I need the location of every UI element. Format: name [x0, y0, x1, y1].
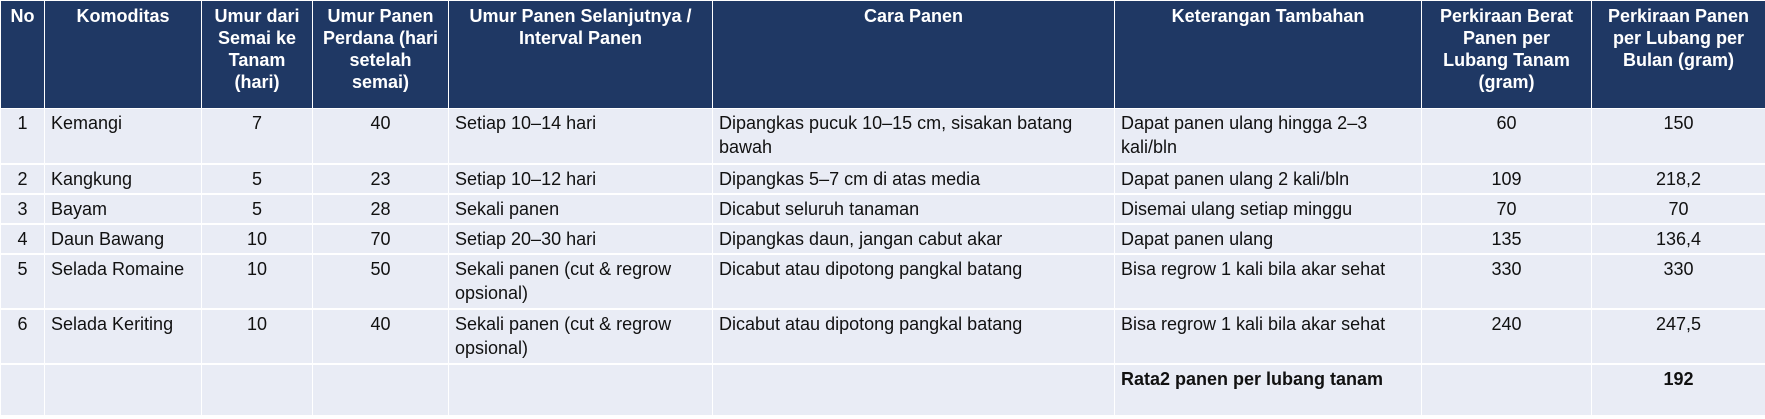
summary-cell-empty — [449, 364, 713, 416]
cell-keterangan: Disemai ulang setiap minggu — [1115, 194, 1422, 224]
cell-berat-panen: 60 — [1422, 109, 1592, 164]
cell-panen-perdana: 40 — [313, 309, 449, 364]
table-header-row — [1, 1, 1765, 109]
summary-cell-empty — [45, 364, 202, 416]
column-header-panen-perdana: Umur Panen Perdana (hari setelah semai) — [313, 1, 449, 109]
cell-panen-per-bulan: 136,4 — [1592, 224, 1765, 254]
cell-umur-semai: 10 — [202, 254, 313, 309]
cell-panen-per-bulan: 150 — [1592, 109, 1765, 164]
cell-berat-panen: 240 — [1422, 309, 1592, 364]
column-header-umur-semai: Umur dari Semai ke Tanam (hari) — [202, 1, 313, 109]
summary-cell-empty — [1, 364, 45, 416]
cell-interval: Setiap 10–14 hari — [449, 109, 713, 164]
column-header-keterangan: Keterangan Tambahan — [1115, 1, 1422, 109]
cell-interval: Setiap 20–30 hari — [449, 224, 713, 254]
cell-umur-semai: 7 — [202, 109, 313, 164]
cell-keterangan: Bisa regrow 1 kali bila akar sehat — [1115, 309, 1422, 364]
table-row — [1, 164, 1765, 194]
cell-berat-panen: 135 — [1422, 224, 1592, 254]
cell-cara-panen: Dipangkas daun, jangan cabut akar — [713, 224, 1115, 254]
cell-interval: Setiap 10–12 hari — [449, 164, 713, 194]
cell-komoditas: Selada Keriting — [45, 309, 202, 364]
cell-no: 1 — [1, 109, 45, 164]
cell-cara-panen: Dicabut atau dipotong pangkal batang — [713, 254, 1115, 309]
cell-panen-per-bulan: 330 — [1592, 254, 1765, 309]
cell-umur-semai: 5 — [202, 164, 313, 194]
cell-keterangan: Bisa regrow 1 kali bila akar sehat — [1115, 254, 1422, 309]
cell-panen-perdana: 28 — [313, 194, 449, 224]
cell-panen-per-bulan: 247,5 — [1592, 309, 1765, 364]
cell-cara-panen: Dicabut seluruh tanaman — [713, 194, 1115, 224]
cell-panen-perdana: 40 — [313, 109, 449, 164]
cell-panen-per-bulan: 70 — [1592, 194, 1765, 224]
cell-berat-panen: 109 — [1422, 164, 1592, 194]
summary-row — [1, 364, 1765, 416]
table-row — [1, 309, 1765, 364]
summary-value: 192 — [1592, 364, 1765, 416]
table-row — [1, 254, 1765, 309]
cell-berat-panen: 330 — [1422, 254, 1592, 309]
column-header-berat-panen: Perkiraan Berat Panen per Lubang Tanam (gram) — [1422, 1, 1592, 109]
summary-cell-empty — [202, 364, 313, 416]
cell-komoditas: Bayam — [45, 194, 202, 224]
cell-umur-semai: 10 — [202, 224, 313, 254]
cell-interval: Sekali panen — [449, 194, 713, 224]
cell-no: 3 — [1, 194, 45, 224]
cell-komoditas: Selada Romaine — [45, 254, 202, 309]
column-header-cara-panen: Cara Panen — [713, 1, 1115, 109]
cell-komoditas: Kemangi — [45, 109, 202, 164]
cell-panen-perdana: 50 — [313, 254, 449, 309]
cell-keterangan: Dapat panen ulang 2 kali/bln — [1115, 164, 1422, 194]
column-header-komoditas: Komoditas — [45, 1, 202, 109]
summary-cell-empty — [313, 364, 449, 416]
column-header-interval: Umur Panen Selanjutnya / Interval Panen — [449, 1, 713, 109]
column-header-panen-per-bulan: Perkiraan Panen per Lubang per Bulan (gram) — [1592, 1, 1765, 109]
cell-no: 4 — [1, 224, 45, 254]
cell-no: 5 — [1, 254, 45, 309]
summary-label: Rata2 panen per lubang tanam — [1115, 364, 1422, 416]
cell-keterangan: Dapat panen ulang hingga 2–3 kali/bln — [1115, 109, 1422, 164]
table-row — [1, 109, 1765, 164]
table-row — [1, 224, 1765, 254]
cell-interval: Sekali panen (cut & regrow opsional) — [449, 309, 713, 364]
cell-cara-panen: Dipangkas 5–7 cm di atas media — [713, 164, 1115, 194]
cell-komoditas: Kangkung — [45, 164, 202, 194]
cell-keterangan: Dapat panen ulang — [1115, 224, 1422, 254]
cell-panen-perdana: 23 — [313, 164, 449, 194]
cell-panen-per-bulan: 218,2 — [1592, 164, 1765, 194]
cell-interval: Sekali panen (cut & regrow opsional) — [449, 254, 713, 309]
cell-no: 2 — [1, 164, 45, 194]
summary-cell-empty — [1422, 364, 1592, 416]
cell-cara-panen: Dipangkas pucuk 10–15 cm, sisakan batang bawah — [713, 109, 1115, 164]
cell-komoditas: Daun Bawang — [45, 224, 202, 254]
cell-cara-panen: Dicabut atau dipotong pangkal batang — [713, 309, 1115, 364]
column-header-no: No — [1, 1, 45, 109]
summary-cell-empty — [713, 364, 1115, 416]
cell-panen-perdana: 70 — [313, 224, 449, 254]
cell-berat-panen: 70 — [1422, 194, 1592, 224]
table-row — [1, 194, 1765, 224]
cell-no: 6 — [1, 309, 45, 364]
cell-umur-semai: 5 — [202, 194, 313, 224]
cell-umur-semai: 10 — [202, 309, 313, 364]
